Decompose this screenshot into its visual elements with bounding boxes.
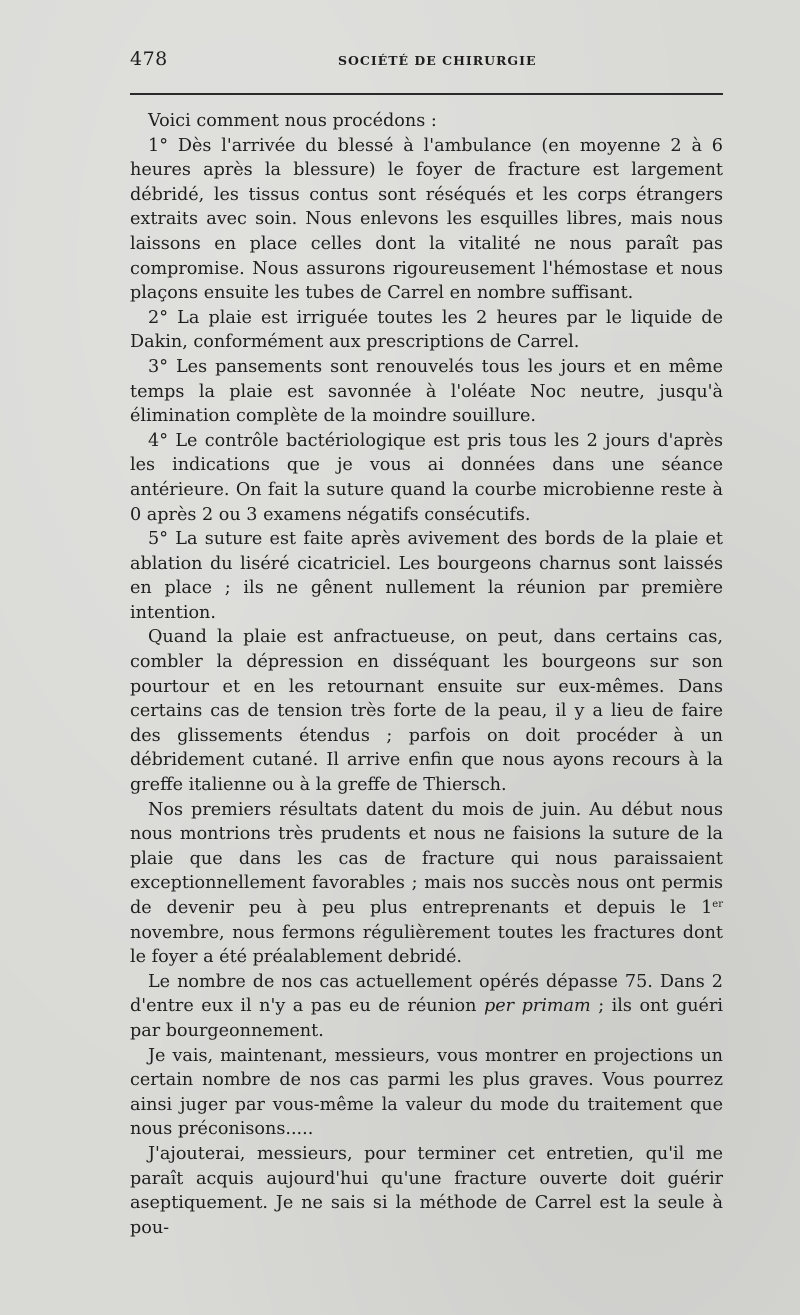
paragraph-conclusion: J'ajouterai, messieurs, pour terminer cet entretien, qu'il me paraît acquis aujourd'hui qu'une fracture ouverte doit guérir aseptiquement. Je ne sais si la méthode de Carrel est la seule à pou- bbox=[130, 1143, 723, 1238]
paragraph-results: Nos premiers résultats datent du mois de juin. Au début nous nous montrions très prudents et nous ne faisions la suture de la plaie que dans les cas de fracture qui nous paraissaient exceptionnellement favorables ; mais nos succès nous ont permis de devenir peu à peu plus entreprenants et depuis le 1er novembre, nous fermons régulièrement toutes les fractures dont le foyer a été préalablement debridé. bbox=[130, 799, 723, 968]
paragraph-projections: Je vais, maintenant, messieurs, vous montrer en projections un certain nombre de nos cas parmi les plus graves. Vous pourrez ainsi juger par vous-même la valeur du mode du traitement que nous préconisons..... bbox=[130, 1045, 723, 1140]
page-header bbox=[130, 48, 723, 78]
running-head: SOCIÉTÉ DE CHIRURGIE bbox=[338, 53, 537, 68]
paragraph-case-count bbox=[130, 970, 723, 1044]
per-primam-italic: per primam bbox=[483, 996, 591, 1017]
paragraph-step-2: 2° La plaie est irriguée toutes les 2 heures par le liquide de Dakin, conformément aux prescriptions de Carrel. bbox=[130, 307, 723, 353]
body-text bbox=[130, 109, 723, 1240]
paragraph-step-5: 5° La suture est faite après avivement des bords de la plaie et ablation du liséré cicatriciel. Les bourgeons charnus sont laissés en place ; ils ne gênent nullement la réunion par première intention. bbox=[130, 529, 723, 623]
case-count-text-start: Le nombre de nos cas actuellement opérés dépasse 75. Dans 2 d'entre eux il n'y a pas eu de réunion bbox=[130, 971, 723, 1017]
paragraph-anfractuous: Quand la plaie est anfractueuse, on peut, dans certains cas, combler la dépression en disséquant les bourgeons sur son pourtour et en les retournant ensuite sur eux-mêmes. Dans certains cas de tension très forte de la peau, il y a lieu de faire des glissements étendus ; parfois on doit procéder à un débridement cutané. Il arrive enfin que nous ayons recours à la greffe italienne ou à la greffe de Thiersch. bbox=[130, 627, 723, 796]
paragraph-intro: Voici comment nous procédons : bbox=[148, 111, 437, 131]
paragraph-step-3: 3° Les pansements sont renouvelés tous les jours et en même temps la plaie est savonnée à l'oléate Noc neutre, jusqu'à élimination complète de la moindre souillure. bbox=[130, 356, 723, 427]
header-rule bbox=[130, 93, 723, 95]
paragraph-step-4: 4° Le contrôle bactériologique est pris tous les 2 jours d'après les indications que je vous ai données dans une séance antérieure. On fait la suture quand la courbe microbienne reste à 0 après 2 ou 3 examens négatifs consécutifs. bbox=[130, 430, 723, 525]
paragraph-step-1: 1° Dès l'arrivée du blessé à l'ambulance (en moyenne 2 à 6 heures après la blessure) le foyer de fracture est largement débridé, les tissus contus sont réséqués et les corps étrangers extraits avec soin. Nous enlevons les esquilles libres, mais nous laissons en place celles dont la vitalité ne nous paraît pas compromise. Nous assurons rigoureusement l'hémostase et nous plaçons ensuite les tubes de Carrel en nombre suffisant. bbox=[130, 135, 723, 304]
case-count-text-end: ; ils ont guéri par bourgeonnement. bbox=[130, 996, 723, 1041]
page-number: 478 bbox=[130, 48, 168, 70]
